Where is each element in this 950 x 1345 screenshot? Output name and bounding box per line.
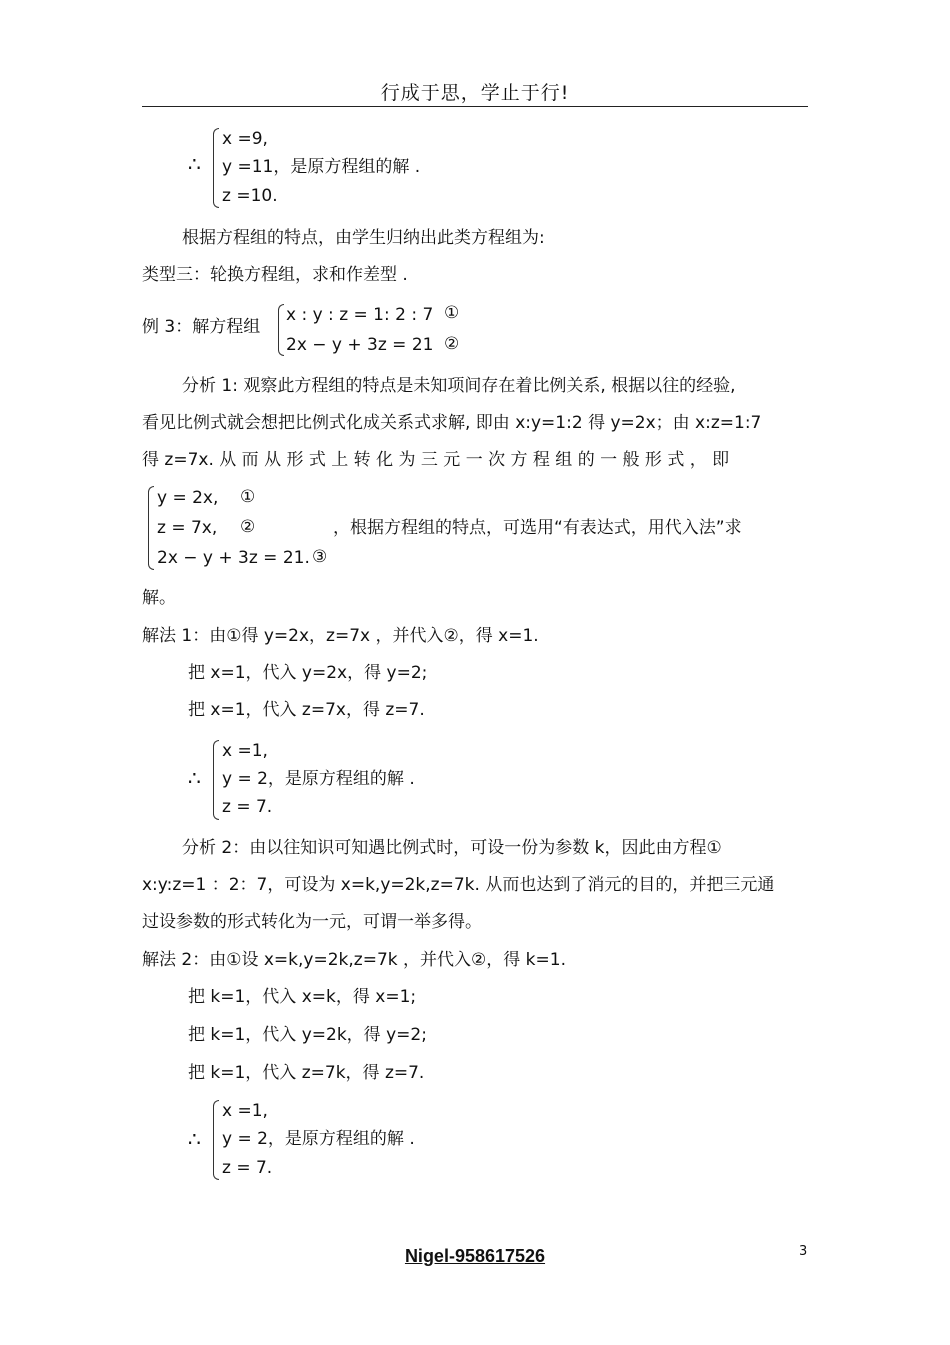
solution-line-z: z = 7. bbox=[222, 1158, 273, 1178]
analysis-line: 分析 2：由以往知识可知遇比例式时，可设一份为参数 k，因此由方程① bbox=[182, 838, 722, 858]
equation-2: z = 7x, bbox=[157, 518, 218, 538]
solution-line-z: z =10. bbox=[222, 186, 278, 206]
solution-step: 解法 2：由①设 x=k,y=2k,z=7k ，并代入②，得 k=1. bbox=[142, 950, 566, 970]
solution-line-x: x =9, bbox=[222, 129, 268, 149]
page-number: 3 bbox=[799, 1244, 808, 1259]
analysis-line: 看见比例式就会想把比例式化成关系式求解, 即由 x:y=1:2 得 y=2x；由 x:z=1:7 bbox=[142, 413, 762, 433]
equation-3: 2x − y + 3z = 21. bbox=[157, 548, 310, 568]
brace bbox=[213, 128, 219, 208]
solution-line-y: y = 2，是原方程组的解 . bbox=[222, 769, 415, 789]
equation-mark-1: ① bbox=[444, 303, 460, 323]
equation-1: x : y : z = 1: 2 : 7 bbox=[286, 305, 434, 325]
brace bbox=[148, 486, 154, 570]
therefore-symbol: ∴ bbox=[188, 766, 201, 790]
solution-line-z: z = 7. bbox=[222, 797, 273, 817]
analysis-line: 过设参数的形式转化为一元，可谓一举多得。 bbox=[142, 912, 482, 932]
brace bbox=[213, 740, 219, 820]
solution-step: 把 k=1，代入 x=k，得 x=1; bbox=[188, 987, 417, 1007]
analysis-line: 分析 1: 观察此方程组的特点是未知项间存在着比例关系, 根据以往的经验, bbox=[182, 376, 736, 396]
brace bbox=[278, 304, 284, 356]
solution-step: 把 k=1，代入 y=2k，得 y=2; bbox=[188, 1025, 427, 1045]
page-header: 行成于思，学止于行! bbox=[380, 82, 570, 104]
analysis-line: x:y:z=1 ：2：7，可设为 x=k,y=2k,z=7k. 从而也达到了消元的目的，并把三元通 bbox=[142, 875, 775, 895]
paragraph: 根据方程组的特点，由学生归纳出此类方程组为: bbox=[182, 228, 545, 248]
solution-line-x: x =1, bbox=[222, 1101, 268, 1121]
solution-line-y: y =11，是原方程组的解 . bbox=[222, 157, 421, 177]
equation-mark-1: ① bbox=[240, 487, 256, 507]
equation-1: y = 2x, bbox=[157, 488, 219, 508]
equation-2: 2x − y + 3z = 21 bbox=[286, 335, 434, 355]
solution-step: 解法 1：由①得 y=2x，z=7x ，并代入②，得 x=1. bbox=[142, 626, 539, 646]
example-label: 例 3：解方程组 bbox=[142, 317, 261, 337]
solution-line-x: x =1, bbox=[222, 741, 268, 761]
equation-mark-2: ② bbox=[444, 334, 460, 354]
therefore-symbol: ∴ bbox=[188, 152, 201, 176]
solution-step: 把 x=1，代入 z=7x，得 z=7. bbox=[188, 700, 425, 720]
equation-mark-3: ③ bbox=[312, 547, 328, 567]
solution-step: 把 k=1，代入 z=7k，得 z=7. bbox=[188, 1063, 425, 1083]
solution-step: 把 x=1，代入 y=2x，得 y=2; bbox=[188, 663, 428, 683]
header-rule bbox=[142, 106, 808, 107]
therefore-symbol: ∴ bbox=[188, 1127, 201, 1151]
equation-mark-2: ② bbox=[240, 517, 256, 537]
analysis-line: 得 z=7x. 从 而 从 形 式 上 转 化 为 三 元 一 次 方 程 组 的 一 般 形 式 ， 即 bbox=[142, 450, 730, 470]
solution-line-y: y = 2，是原方程组的解 . bbox=[222, 1129, 415, 1149]
analysis-line: ，根据方程组的特点，可选用“有表达式，用代入法”求 bbox=[333, 518, 742, 538]
type-heading: 类型三：轮换方程组，求和作差型 . bbox=[142, 265, 408, 285]
brace bbox=[213, 1100, 219, 1180]
page-footer: Nigel-958617526 bbox=[404, 1246, 546, 1266]
analysis-line: 解。 bbox=[142, 588, 176, 608]
